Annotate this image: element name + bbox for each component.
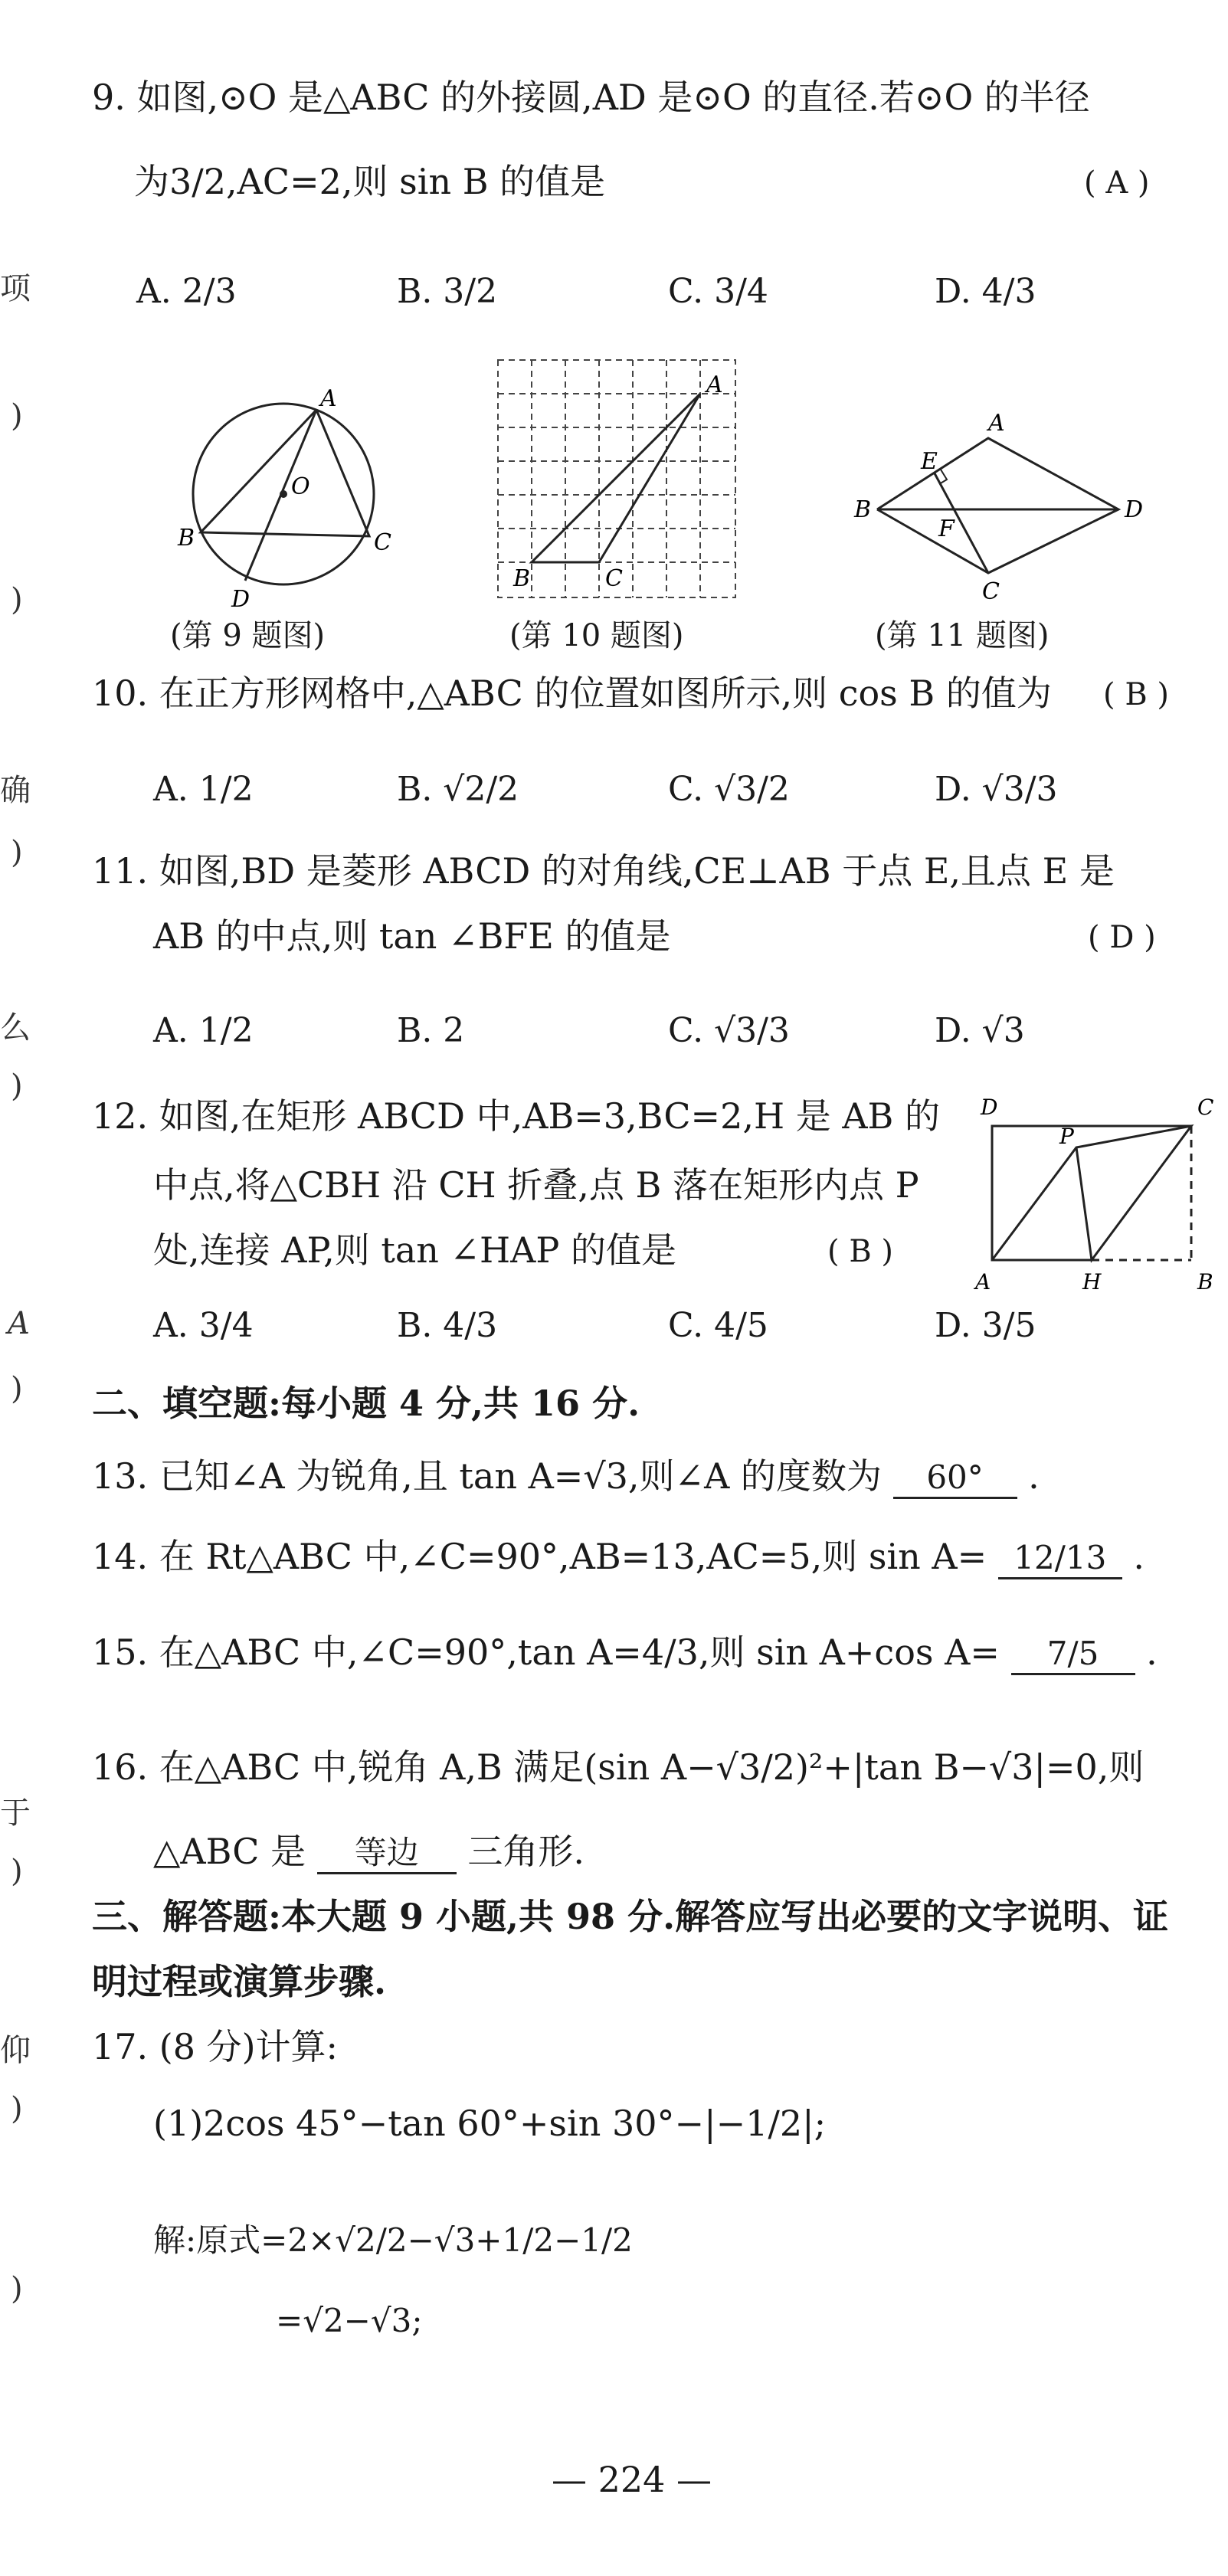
label-d: D [1125,496,1144,523]
q16-answer: 等边 [317,1834,457,1874]
figure-9-caption: (第 9 题图) [170,618,326,653]
q10-option-b: B. √2/2 [397,770,519,809]
q16-line2 [153,1831,585,1874]
margin-mark: 于 [0,1795,31,1831]
q16-line2-pre: △ABC 是 [153,1831,306,1872]
figure-11-rhombus [850,406,1157,605]
label-c: C [982,578,1000,605]
q16-line2-post: 三角形. [467,1831,585,1872]
q15-end: . [1146,1632,1158,1673]
q17-title: 17. (8 分)计算: [92,2026,339,2067]
label-d: D [231,586,251,613]
q10-option-d: D. √3/3 [935,770,1058,809]
label-a: A [320,385,337,412]
margin-mark: ) [11,398,23,434]
q13-text: 13. 已知∠A 为锐角,且 tan A=√3,则∠A 的度数为 [92,1455,882,1497]
q9-option-c: C. 3/4 [668,272,768,311]
margin-mark: A [8,1306,30,1341]
q12-option-a: A. 3/4 [153,1306,254,1345]
label-o: O [291,473,310,500]
q9-answer: ( A ) [1084,165,1150,201]
label-e: E [921,448,938,475]
label-f: F [938,516,955,542]
q13-end: . [1028,1455,1040,1497]
q12-line2: 中点,将△CBH 沿 CH 折叠,点 B 落在矩形内点 P [153,1164,919,1206]
q10-option-a: A. 1/2 [153,770,254,809]
q15-text: 15. 在△ABC 中,∠C=90°,tan A=4/3,则 sin A+cos A= [92,1632,1000,1673]
q11-option-c: C. √3/3 [668,1011,790,1050]
figure-10-caption: (第 10 题图) [509,618,684,653]
figure-11-caption: (第 11 题图) [875,618,1050,653]
q12-option-d: D. 3/5 [935,1306,1036,1345]
q11-option-a: A. 1/2 [153,1011,254,1050]
q13 [92,1455,1040,1499]
margin-mark: ) [11,1854,23,1889]
q9-option-a: A. 2/3 [136,272,237,311]
section-2-heading: 二、填空题:每小题 4 分,共 16 分. [92,1383,640,1424]
margin-mark: 仰 [0,2033,31,2068]
q17-solution-line1: 解:原式=2×√2/2−√3+1/2−1/2 [153,2221,633,2259]
q11-option-d: D. √3 [935,1011,1025,1050]
figure-10-grid [490,352,751,605]
q15-answer: 7/5 [1011,1635,1135,1675]
label-c: C [1197,1095,1214,1120]
label-p: P [1059,1124,1074,1149]
q12-option-c: C. 4/5 [668,1306,768,1345]
q11-option-b: B. 2 [397,1011,465,1050]
label-b: B [1197,1269,1213,1295]
q12-line1: 12. 如图,在矩形 ABCD 中,AB=3,BC=2,H 是 AB 的 [92,1095,940,1137]
margin-mark: ) [11,582,23,617]
q9-option-d: D. 4/3 [935,272,1036,311]
margin-mark: ) [11,2091,23,2126]
margin-mark: 项 [0,271,31,306]
q9-option-b: B. 3/2 [397,272,498,311]
q14-end: . [1133,1536,1145,1577]
q9-line2: 为3/2,AC=2,则 sin B 的值是 [134,161,606,202]
section-3-heading-line2: 明过程或演算步骤. [92,1961,387,2002]
label-a: A [975,1269,991,1295]
label-c: C [605,565,623,592]
label-b: B [513,565,531,592]
margin-mark: 确 [0,773,31,808]
q17-part1: (1)2cos 45°−tan 60°+sin 30°−|−1/2|; [153,2103,827,2144]
q11-answer: ( D ) [1088,920,1156,955]
q15 [92,1632,1158,1675]
q14-answer: 12/13 [998,1539,1122,1579]
q11-line1: 11. 如图,BD 是菱形 ABCD 的对角线,CE⊥AB 于点 E,且点 E 是 [92,850,1115,892]
q12-line3: 处,连接 AP,则 tan ∠HAP 的值是 [153,1229,676,1271]
figure-9-circle [169,385,398,613]
q17-solution-line2: =√2−√3; [276,2302,423,2339]
q10-answer: ( B ) [1103,677,1170,712]
q10-line1: 10. 在正方形网格中,△ABC 的位置如图所示,则 cos B 的值为 [92,673,1052,714]
q16-line1: 16. 在△ABC 中,锐角 A,B 满足(sin A−√3/2)²+|tan B−√3|=0,则 [92,1746,1144,1788]
label-b: B [854,496,872,523]
label-a: A [988,410,1005,437]
margin-mark: ) [11,1371,23,1406]
label-b: B [178,525,195,552]
margin-mark: 么 [0,1010,31,1046]
margin-mark: ) [11,1069,23,1104]
page-number: — 224 — [552,2459,712,2500]
figure-12-rectangle [969,1084,1226,1302]
margin-mark: ) [11,835,23,870]
q11-line2: AB 的中点,则 tan ∠BFE 的值是 [153,915,671,957]
q14-text: 14. 在 Rt△ABC 中,∠C=90°,AB=13,AC=5,则 sin A= [92,1536,987,1577]
q9-line1: 9. 如图,⊙O 是△ABC 的外接圆,AD 是⊙O 的直径.若⊙O 的半径 [92,77,1090,118]
q14 [92,1536,1144,1579]
margin-mark: ) [11,2271,23,2306]
q13-answer: 60° [893,1458,1017,1499]
label-d: D [981,1095,998,1120]
section-3-heading-line1: 三、解答题:本大题 9 小题,共 98 分.解答应写出必要的文字说明、证 [92,1896,1169,1937]
q12-option-b: B. 4/3 [397,1306,498,1345]
label-c: C [374,529,391,556]
q10-option-c: C. √3/2 [668,770,790,809]
label-h: H [1082,1269,1102,1295]
q12-answer: ( B ) [827,1234,894,1269]
label-a: A [706,372,723,398]
